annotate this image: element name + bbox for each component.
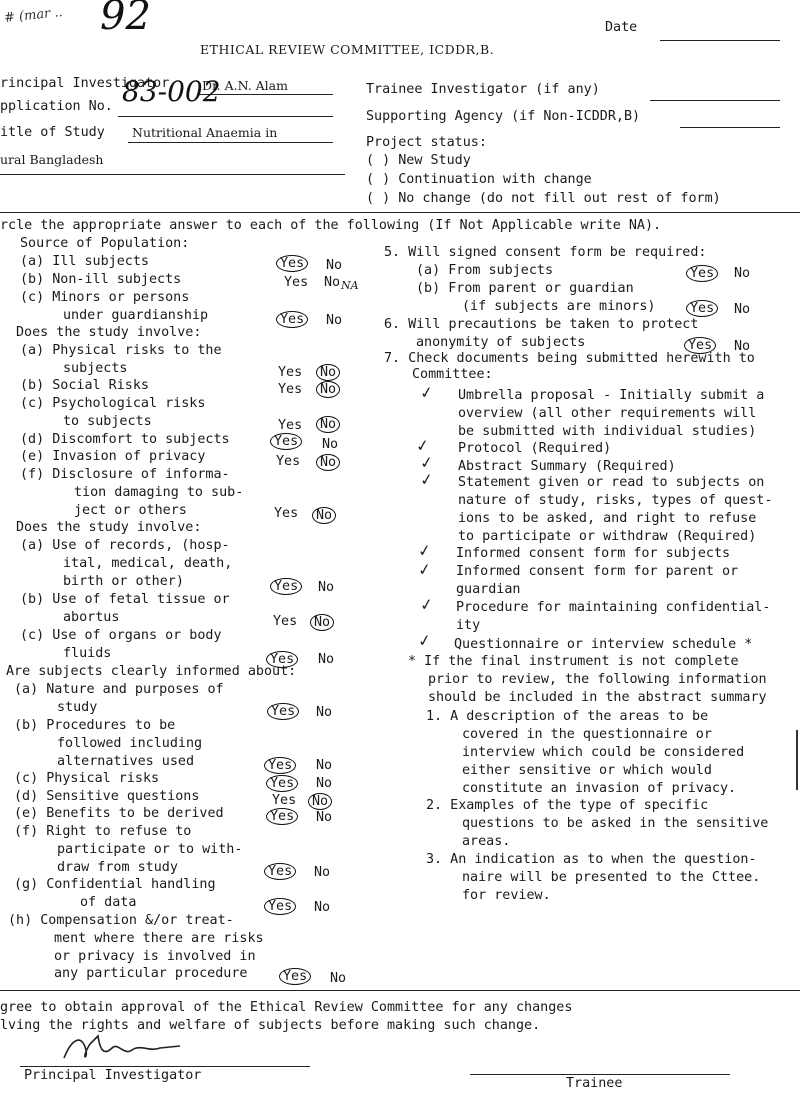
form-title: ETHICAL REVIEW COMMITTEE, ICDDR,B.	[200, 42, 495, 57]
q2-b-yes: Yes	[278, 382, 303, 397]
q3-b-yes: Yes	[273, 614, 298, 629]
q2-f-no: No	[312, 507, 336, 524]
check-icon: ✓	[416, 540, 433, 561]
note-line-2: prior to review, the following information	[428, 672, 767, 687]
pi-value: Dr. A.N. Alam	[202, 78, 288, 93]
check-icon: ✓	[416, 559, 433, 580]
trainee-label: Trainee Investigator (if any)	[366, 82, 600, 97]
q4-b-yes: Yes	[264, 757, 296, 774]
margin-mark	[796, 730, 798, 790]
note-item-3b: naire will be presented to the Cttee.	[462, 870, 761, 885]
note-item-1b: covered in the questionnaire or	[462, 727, 712, 742]
q2-a-2: subjects	[63, 361, 128, 376]
q2-c-yes: Yes	[278, 418, 303, 433]
note-item-3c: for review.	[462, 888, 551, 903]
q5-a-yes: Yes	[686, 265, 718, 282]
q7-line-2: Committee:	[412, 367, 493, 382]
q3-c-no: No	[318, 652, 335, 667]
q5-b-no: No	[734, 302, 751, 317]
q4-h-3: or privacy is involved in	[54, 949, 256, 964]
q4-f-yes: Yes	[264, 863, 296, 880]
q2-a-no: No	[316, 364, 340, 381]
q2-f-2: tion damaging to sub-	[74, 485, 244, 500]
agreement-line-2: lving the rights and welfare of subjects before making such change.	[0, 1018, 541, 1033]
q2-c-1: (c) Psychological risks	[20, 396, 206, 411]
q4-e: (e) Benefits to be derived	[14, 806, 224, 821]
trainee-signature-line	[470, 1074, 730, 1075]
note-item-2b: questions to be asked in the sensitive	[462, 816, 769, 831]
note-line-1: * If the final instrument is not complete	[408, 654, 739, 669]
check-icon: ✓	[416, 630, 433, 651]
q4-b-no: No	[316, 758, 333, 773]
q6-line-2: anonymity of subjects	[416, 335, 586, 350]
q7-doc-4a: Statement given or read to subjects on	[458, 475, 765, 490]
q7-doc-6a: Informed consent form for parent or	[456, 564, 739, 579]
pi-signature-line	[20, 1066, 310, 1067]
q4-h-4: any particular procedure	[54, 966, 248, 981]
q2-a-yes: Yes	[278, 365, 303, 380]
q4-e-no: No	[316, 810, 333, 825]
trainee-signature-label: Trainee	[566, 1076, 623, 1091]
q2-b-no: No	[316, 381, 340, 398]
study-title-value: Nutritional Anaemia in	[132, 125, 278, 140]
q4-c-yes: Yes	[266, 775, 298, 792]
date-line	[660, 40, 780, 41]
q3-a-1: (a) Use of records, (hosp-	[20, 538, 230, 553]
q4-d-no: No	[308, 793, 332, 810]
q2-heading: Does the study involve:	[16, 325, 202, 340]
q1-b-yes: Yes	[284, 275, 309, 290]
q6-line-1: 6. Will precautions be taken to protect	[384, 317, 699, 332]
q4-heading: Are subjects clearly informed about:	[6, 664, 297, 679]
q4-g-2: of data	[80, 895, 137, 910]
q5-b-1: (b) From parent or guardian	[416, 281, 634, 296]
check-icon: ✓	[418, 469, 435, 490]
q5-b-yes: Yes	[686, 300, 718, 317]
status-continuation: ( ) Continuation with change	[366, 172, 592, 187]
note-line-3: should be included in the abstract summary	[428, 690, 767, 705]
study-title-label: itle of Study	[0, 125, 105, 140]
q1-b-no: No	[324, 275, 341, 290]
q7-doc-7b: ity	[456, 618, 481, 633]
application-label: pplication No.	[0, 99, 113, 114]
q7-doc-1c: be submitted with individual studies)	[458, 424, 757, 439]
q4-a-no: No	[316, 705, 333, 720]
q7-doc-4b: nature of study, risks, types of quest-	[458, 493, 773, 508]
agency-line	[680, 127, 780, 128]
q2-b: (b) Social Risks	[20, 378, 149, 393]
q7-doc-8: Questionnaire or interview schedule *	[454, 637, 753, 652]
agency-label: Supporting Agency (if Non-ICDDR,B)	[366, 109, 641, 124]
q5-a-no: No	[734, 266, 751, 281]
date-label: Date	[605, 20, 638, 35]
q1-c-1: (c) Minors or persons	[20, 290, 190, 305]
q2-f-1: (f) Disclosure of informa-	[20, 467, 230, 482]
q2-e-yes: Yes	[276, 454, 301, 469]
q4-b-3: alternatives used	[57, 754, 195, 769]
q4-a-2: study	[57, 700, 98, 715]
q2-f-yes: Yes	[274, 506, 299, 521]
study-title-line	[128, 142, 333, 143]
q7-doc-1b: overview (all other requirements will	[458, 406, 757, 421]
status-no-change: ( ) No change (do not fill out rest of form)	[366, 191, 721, 206]
q7-line-1: 7. Check documents being submitted herewith to	[384, 351, 755, 366]
q3-heading: Does the study involve:	[16, 520, 202, 535]
q4-g-no: No	[314, 900, 331, 915]
q7-doc-2: Protocol (Required)	[458, 441, 612, 456]
note-item-1e: constitute an invasion of privacy.	[462, 781, 737, 796]
pi-signature-label: Principal Investigator	[24, 1068, 202, 1083]
q7-doc-4c: ions to be asked, and right to refuse	[458, 511, 757, 526]
q6-yes: Yes	[684, 337, 716, 354]
check-icon: ✓	[418, 594, 435, 615]
q2-c-no: No	[316, 416, 340, 433]
note-item-1d: either sensitive or which would	[462, 763, 712, 778]
check-icon: ✓	[418, 452, 435, 473]
file-scribble: # (mar ..	[3, 4, 64, 27]
q4-b-2: followed including	[57, 736, 203, 751]
q2-e-no: No	[316, 454, 340, 471]
q2-d-no: No	[322, 437, 339, 452]
q4-d-yes: Yes	[272, 793, 297, 808]
handwritten-number: 92	[100, 0, 151, 39]
note-item-1c: interview which could be considered	[462, 745, 745, 760]
instruction-text: rcle the appropriate answer to each of the following (If Not Applicable write NA).	[0, 218, 662, 233]
q1-b: (b) Non-ill subjects	[20, 272, 182, 287]
q4-a-1: (a) Nature and purposes of	[14, 682, 224, 697]
application-line	[118, 116, 333, 117]
q7-doc-5: Informed consent form for subjects	[456, 546, 731, 561]
q3-b-no: No	[310, 614, 334, 631]
q4-d: (d) Sensitive questions	[14, 789, 200, 804]
q3-a-yes: Yes	[270, 578, 302, 595]
check-icon: ✓	[414, 435, 431, 456]
q4-g-1: (g) Confidential handling	[14, 877, 216, 892]
q4-h-1: (h) Compensation &/or treat-	[8, 913, 234, 928]
note-item-3a: 3. An indication as to when the question-	[426, 852, 757, 867]
q2-d: (d) Discomfort to subjects	[20, 432, 230, 447]
q3-a-3: birth or other)	[63, 574, 184, 589]
q2-a-1: (a) Physical risks to the	[20, 343, 222, 358]
q4-h-2: ment where there are risks	[54, 931, 264, 946]
q7-doc-4d: to participate or withdraw (Required)	[458, 529, 757, 544]
q2-e: (e) Invasion of privacy	[20, 449, 206, 464]
q1-a-yes: Yes	[276, 255, 308, 272]
note-item-2a: 2. Examples of the type of specific	[426, 798, 709, 813]
q3-a-2: ital, medical, death,	[63, 556, 233, 571]
bottom-divider	[0, 990, 800, 991]
pi-label: rincipal Investigator	[0, 76, 170, 91]
trainee-line	[650, 100, 780, 101]
q4-b-1: (b) Procedures to be	[14, 718, 176, 733]
q4-f-1: (f) Right to refuse to	[14, 824, 192, 839]
check-icon: ✓	[418, 382, 435, 403]
q5-heading: 5. Will signed consent form be required:	[384, 245, 707, 260]
q4-f-2: participate or to with-	[57, 842, 243, 857]
q4-a-yes: Yes	[267, 703, 299, 720]
status-label: Project status:	[366, 135, 487, 150]
study-title-value-2: ural Bangladesh	[0, 152, 104, 167]
q3-b-1: (b) Use of fetal tissue or	[20, 592, 230, 607]
status-new: ( ) New Study	[366, 153, 471, 168]
q3-c-yes: Yes	[266, 651, 298, 668]
q4-e-yes: Yes	[266, 808, 298, 825]
q4-h-yes: Yes	[279, 968, 311, 985]
q4-c-no: No	[316, 776, 333, 791]
q1-b-na: NA	[341, 279, 359, 292]
q3-c-2: fluids	[63, 646, 112, 661]
q2-c-2: to subjects	[63, 414, 152, 429]
q5-b-2: (if subjects are minors)	[462, 299, 656, 314]
q3-c-1: (c) Use of organs or body	[20, 628, 222, 643]
application-number: 83-002	[122, 75, 221, 108]
q4-c: (c) Physical risks	[14, 771, 160, 786]
q1-c-no: No	[326, 313, 343, 328]
q3-a-no: No	[318, 580, 335, 595]
q7-doc-1a: Umbrella proposal - Initially submit a	[458, 388, 765, 403]
section-divider	[0, 212, 800, 213]
q1-a: (a) Ill subjects	[20, 254, 149, 269]
pi-signature	[60, 1030, 190, 1066]
study-title-line-2	[0, 174, 345, 175]
q4-f-3: draw from study	[57, 860, 178, 875]
q7-doc-3: Abstract Summary (Required)	[458, 459, 676, 474]
q4-f-no: No	[314, 865, 331, 880]
note-item-1a: 1. A description of the areas to be	[426, 709, 709, 724]
note-item-2c: areas.	[462, 834, 511, 849]
q6-no: No	[734, 339, 751, 354]
q1-c-yes: Yes	[276, 311, 308, 328]
agreement-line-1: gree to obtain approval of the Ethical Review Committee for any changes	[0, 1000, 573, 1015]
q3-b-2: abortus	[63, 610, 120, 625]
q5-a: (a) From subjects	[416, 263, 554, 278]
q7-doc-7a: Procedure for maintaining confidential-	[456, 600, 771, 615]
q1-heading: Source of Population:	[20, 236, 190, 251]
q2-f-3: ject or others	[74, 503, 187, 518]
q4-g-yes: Yes	[264, 898, 296, 915]
q4-h-no: No	[330, 971, 347, 986]
q1-c-2: under guardianship	[63, 308, 209, 323]
q7-doc-6b: guardian	[456, 582, 521, 597]
q1-a-no: No	[326, 258, 343, 273]
q2-d-yes: Yes	[270, 433, 302, 450]
